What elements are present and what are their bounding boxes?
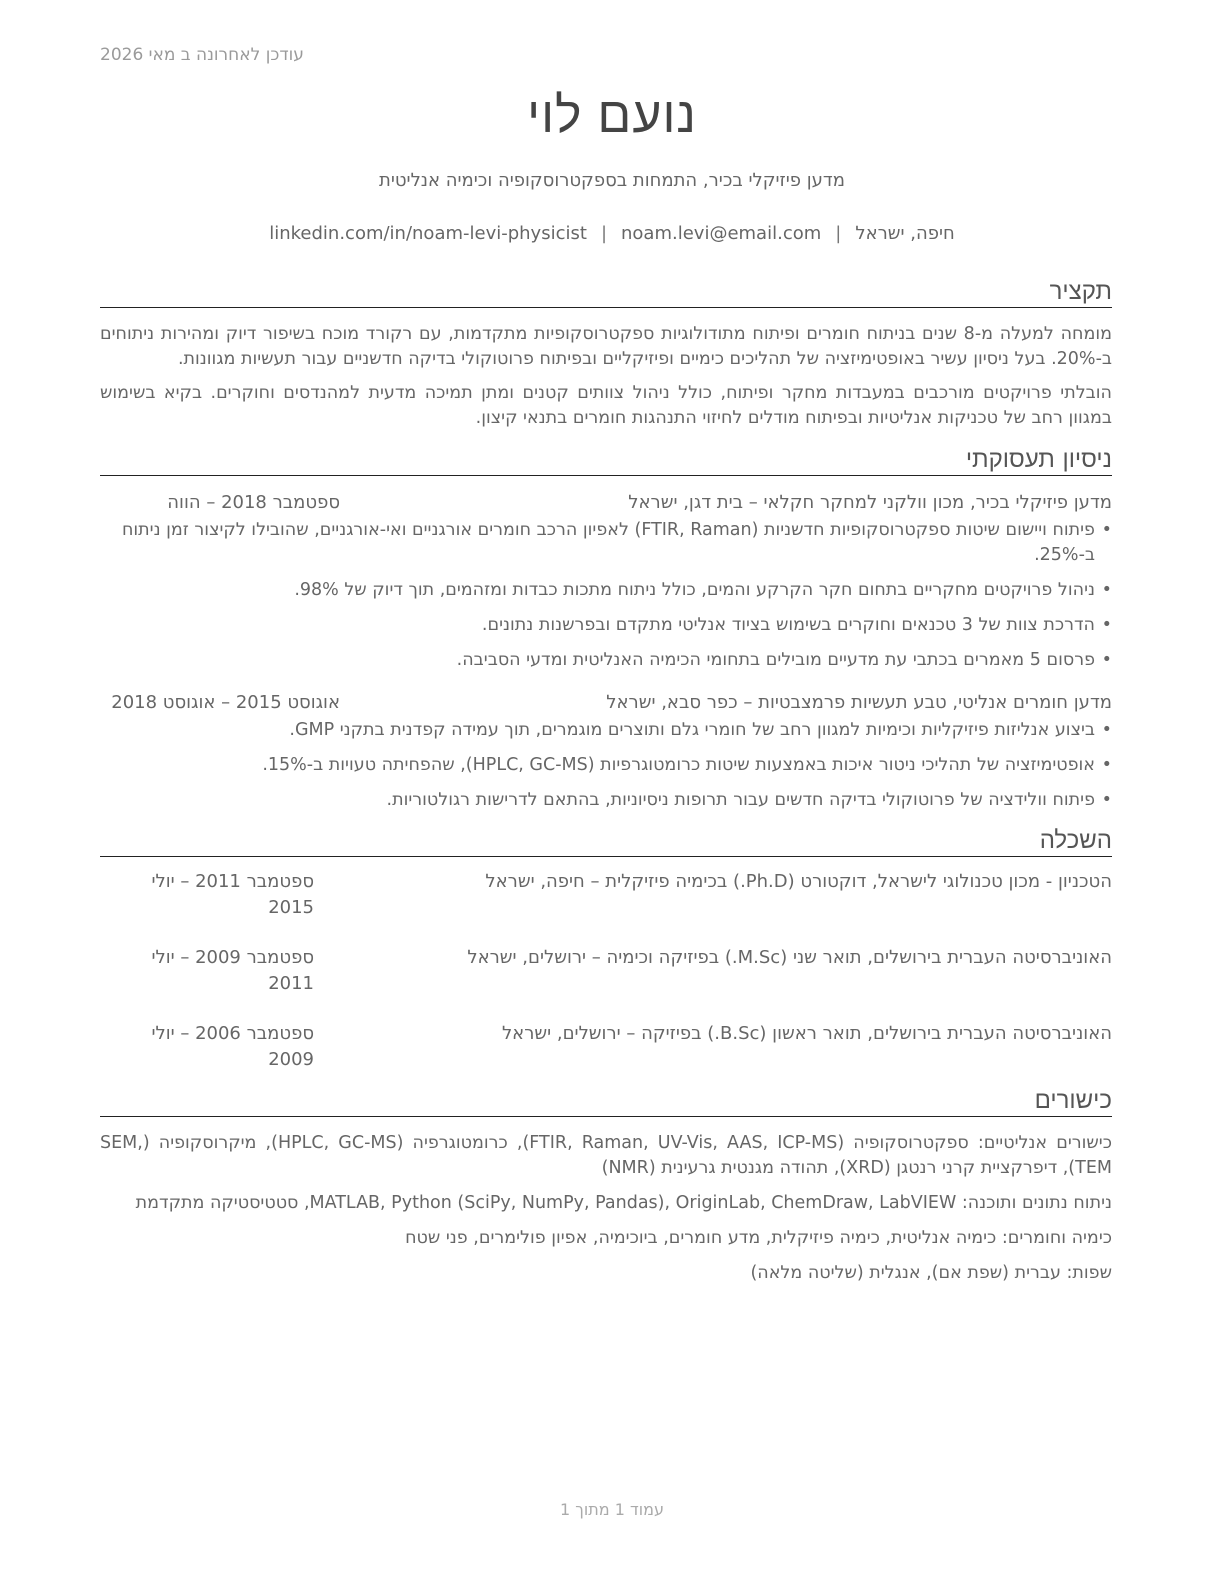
last-updated-note: עודכן לאחרונה ב מאי 2026 — [100, 45, 304, 65]
job-bullet: • הדרכת צוות של 3 טכנאים וחוקרים בשימוש בציוד אנליטי מתקדם ובפרשנות נתונים. — [100, 613, 1112, 638]
skills-item: כישורים אנליטיים: ספקטרוסקופיה (FTIR, Raman, UV-Vis, AAS, ICP-MS), כרומטוגרפיה (HPLC, GC-MS), מיקרוסקופיה (SEM, TEM), דיפרקציית קרני רנטגן (XRD), תהודה מגנטית גרעינית (NMR) — [100, 1133, 1112, 1178]
skills-item: שפות: עברית (שפת אם), אנגלית (שליטה מלאה) — [750, 1263, 1112, 1283]
summary-section — [100, 276, 1112, 431]
contact-separator: | — [600, 223, 608, 244]
summary-paragraph: הובלתי פרויקטים מורכבים במעבדות מחקר ופיתוח, כולל ניהול צוותים קטנים ומתן תמיכה מדעית למהנדסים וחוקרים. בקיא בשימוש במגוון רחב של טכניקות אנליטיות ובפיתוח מודלים לחיזוי התנהגות חומרים בתנאי קיצון. — [100, 383, 1112, 428]
experience-section — [100, 444, 1112, 813]
contact-email[interactable]: noam.levi@email.com — [621, 223, 822, 244]
contact-separator: | — [835, 223, 842, 244]
job-bullet: • ביצוע אנליזות פיזיקליות וכימיות למגוון רחב של חומרי גלם ותוצרים מוגמרים, תוך עמידה קפדנית בתקני GMP. — [100, 718, 1112, 743]
summary-text — [100, 322, 1112, 431]
job-header — [100, 490, 1112, 516]
job-role: מדען פיזיקלי בכיר, מכון וולקני למחקר חקלאי – בית דגן, ישראל — [628, 492, 1112, 513]
job-bullets — [100, 718, 1112, 813]
job-role: מדען חומרים אנליטי, טבע תעשיות פרמצבטיות – כפר סבא, ישראל — [606, 692, 1112, 713]
skills-list — [100, 1131, 1112, 1286]
job-bullet: • פיתוח וולידציה של פרוטוקולי בדיקה חדשים עבור תרופות ניסיוניות, בהתאם לדרישות רגולטוריות. — [100, 788, 1112, 813]
education-entry — [100, 869, 1112, 921]
education-degree: האוניברסיטה העברית בירושלים, תואר ראשון (B.Sc.) בפיזיקה – ירושלים, ישראל — [501, 1023, 1112, 1044]
education-degree: הטכניון - מכון טכנולוגי לישראל, דוקטורט (Ph.D.) בכימיה פיזיקלית – חיפה, ישראל — [485, 871, 1112, 892]
skills-item: כימיה וחומרים: כימיה אנליטית, כימיה פיזיקלית, מדע חומרים, ביוכימיה, אפיון פולימרים, פני שטח — [405, 1228, 1112, 1248]
experience-heading: ניסיון תעסוקתי — [100, 444, 1112, 476]
contact-line — [0, 223, 1224, 244]
job-header — [100, 690, 1112, 716]
education-section — [100, 825, 1112, 1073]
contact-linkedin[interactable]: linkedin.com/in/noam-levi-physicist — [269, 223, 587, 244]
skills-item: ניתוח נתונים ותוכנה: MATLAB, Python (SciPy, NumPy, Pandas), OriginLab, ChemDraw, LabVIEW, סטטיסטיקה מתקדמת — [135, 1193, 1112, 1213]
summary-paragraph: מומחה למעלה מ-8 שנים בניתוח חומרים ופיתוח מתודולוגיות ספקטרוסקופיות מתקדמות, עם רקורד מוכח בשיפור דיוק ומהירות ניתוחים ב-20%. בעל ניסיון עשיר באופטימיזציה של תהליכים כימיים ופיזיקליים ובפיתוח פרוטוקולי בדיקה חדשניים עבור תעשיות מגוונות. — [100, 324, 1112, 369]
skills-heading: כישורים — [100, 1085, 1112, 1117]
education-dates: ספטמבר 2009 – יולי 2011 — [151, 947, 314, 994]
job-entry — [100, 490, 1112, 673]
education-entry — [100, 945, 1112, 997]
education-degree: האוניברסיטה העברית בירושלים, תואר שני (M.Sc.) בפיזיקה וכימיה – ירושלים, ישראל — [467, 947, 1112, 968]
job-bullet: • אופטימיזציה של תהליכי ניטור איכות באמצעות שיטות כרומטוגרפיות (HPLC, GC-MS), שהפחיתה טעויות ב-15%. — [100, 753, 1112, 778]
education-dates: ספטמבר 2006 – יולי 2009 — [151, 1023, 314, 1070]
job-dates: אוגוסט 2015 – אוגוסט 2018 — [111, 692, 340, 713]
job-entry — [100, 690, 1112, 813]
job-bullet: • ניהול פרויקטים מחקריים בתחום חקר הקרקע והמים, כולל ניתוח מתכות כבדות ומזהמים, תוך דיוק של 98%. — [100, 578, 1112, 603]
job-dates: ספטמבר 2018 – הווה — [167, 492, 340, 513]
contact-location: חיפה, ישראל — [855, 223, 955, 244]
candidate-name: נועם לוי — [527, 87, 697, 143]
summary-heading: תקציר — [100, 276, 1112, 308]
job-bullet: • פרסום 5 מאמרים בכתבי עת מדעיים מובילים בתחומי הכימיה האנליטית ומדעי הסביבה. — [100, 648, 1112, 673]
education-entry — [100, 1021, 1112, 1073]
job-bullets — [100, 518, 1112, 673]
resume-body — [100, 276, 1112, 1296]
education-list — [100, 869, 1112, 1073]
job-bullet: • פיתוח ויישום שיטות ספקטרוסקופיות חדשניות (FTIR, Raman) לאפיון הרכב חומרים אורגניים ואי-אורגניים, שהובילו לקיצור זמן ניתוח ב-25%. — [100, 518, 1112, 568]
candidate-headline: מדען פיזיקלי בכיר, התמחות בספקטרוסקופיה וכימיה אנליטית — [379, 170, 845, 191]
education-dates: ספטמבר 2011 – יולי 2015 — [151, 871, 314, 918]
education-heading: השכלה — [100, 825, 1112, 857]
page-number: עמוד 1 מתוך 1 — [560, 1500, 664, 1519]
skills-section — [100, 1085, 1112, 1286]
